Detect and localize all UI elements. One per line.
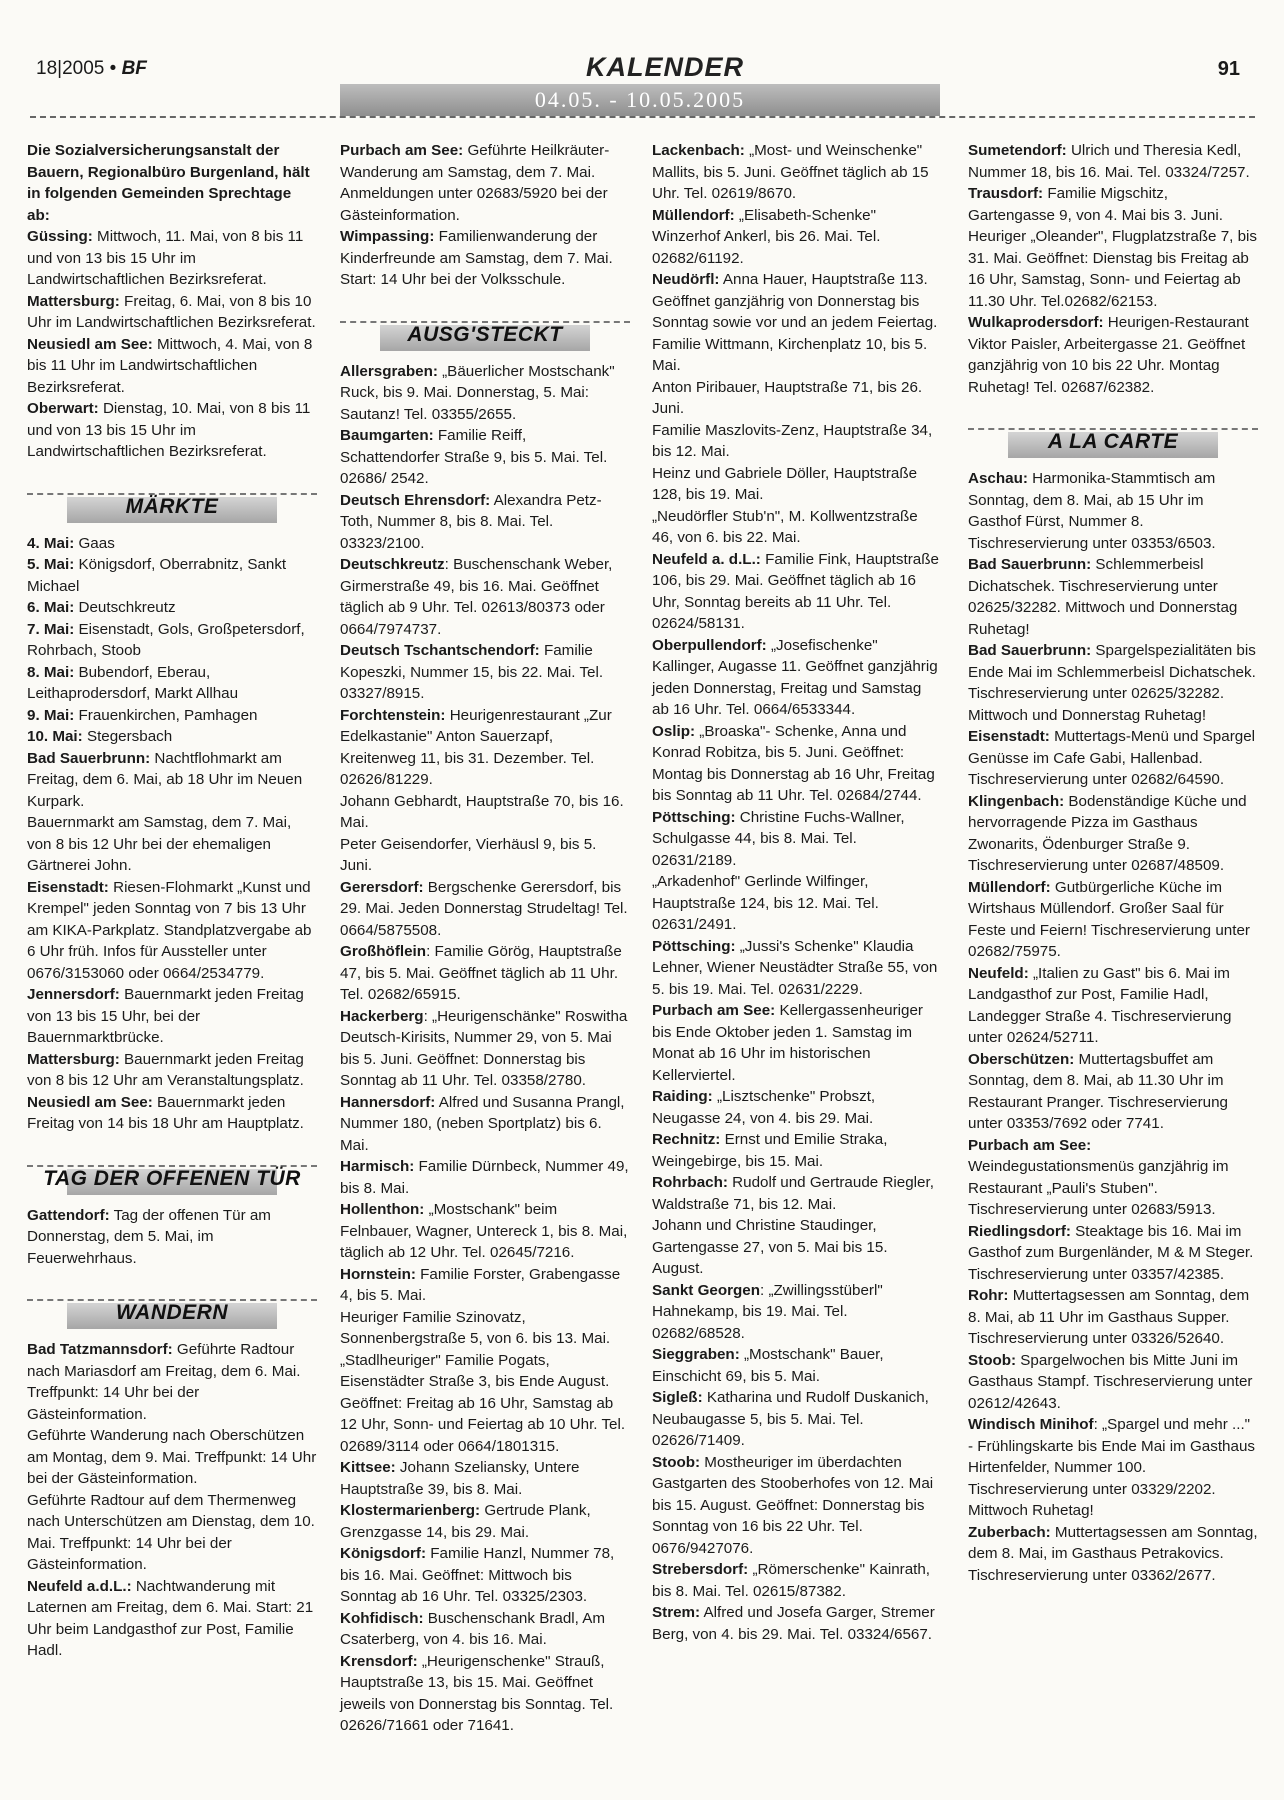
- listing-place: Neufeld:: [968, 964, 1029, 982]
- listing-text: : Familie Görög, Hauptstraße 47, bis 5. Mai. Geöffnet täglich ab 11 Uhr. Tel. 02682/65915.: [340, 943, 622, 1003]
- listing-entry: [652, 1602, 942, 1645]
- listing-entry: [968, 1522, 1258, 1587]
- listing-text: Freitag, 6. Mai, von 8 bis 10 Uhr im Landwirtschaftlichen Bezirksreferat.: [27, 292, 316, 331]
- listing-text: Bauernmarkt jeden Freitag von 14 bis 18 Uhr am Hauptplatz.: [27, 1093, 304, 1132]
- listing-text: Johann Gebhardt, Hauptstraße 70, bis 16. Mai.: [340, 792, 624, 831]
- listing-place: Lackenbach:: [652, 142, 745, 159]
- listing-place: Neudörfl:: [652, 271, 720, 288]
- listing-entry: [652, 420, 942, 463]
- listing-entry: [340, 1651, 630, 1737]
- listing-entry: [968, 312, 1258, 398]
- listing-text: Deutschkreutz: [74, 599, 176, 616]
- listing-entry: [27, 748, 317, 813]
- listing-place: Forchtenstein:: [340, 706, 446, 724]
- listing-entry: [340, 877, 630, 942]
- listing-place: Hollenthon:: [340, 1201, 425, 1218]
- listing-place: Güssing:: [27, 228, 93, 245]
- listing-text: Gutbürgerliche Küche im Wirtshaus Müllendorf. Großer Saal für Feste und Feiern! Tischreservierung unter 02682/75975.: [968, 878, 1250, 960]
- listing-place: 7. Mai:: [27, 620, 75, 638]
- section-maerkte: [27, 489, 317, 519]
- listing-entry: [968, 1285, 1258, 1350]
- listing-entry: [968, 468, 1258, 554]
- listing-text: Mostheuriger im überdachten Gastgarten des Stooberhofes von 12. Mai bis 15. August. Geöffnet: Donnerstag bis Sonntag von 16 bis 22 Uhr. Tel. 0676/9427076.: [652, 1453, 934, 1557]
- listing-place: Hornstein:: [340, 1265, 416, 1283]
- listing-text: Johann und Christine Staudinger, Gartengasse 27, von 5. Mai bis 15. August.: [652, 1217, 888, 1277]
- listing-text: : Buschenschank Weber, Girmerstraße 49, bis 16. Mai. Geöffnet täglich ab 9 Uhr. Tel. 02613/80373 oder 0664/7974737.: [340, 556, 613, 638]
- section-title: TAG DER OFFENEN TÜR: [43, 1166, 301, 1190]
- listing-entry: [968, 963, 1258, 1049]
- listing-place: Stoob:: [652, 1453, 701, 1471]
- listing-entry: [340, 1264, 630, 1307]
- listing-entry: [968, 640, 1258, 726]
- listing-entry: [652, 871, 942, 936]
- listing-entry: [968, 726, 1258, 791]
- maerkte-list: [27, 533, 317, 1135]
- wandern-list: [27, 1339, 317, 1662]
- listing-text: Spargelspezialitäten bis Ende Mai im Schlemmerbeisl Dichatschek. Tischreservierung unter 02625/32282. Mittwoch und Donnerstag Ruhetag!: [968, 642, 1256, 724]
- section-ausgsteckt: [340, 317, 630, 347]
- listing-text: Spargelwochen bis Mitte Juni im Gasthaus Stampf. Tischreservierung unter 02612/42643.: [968, 1351, 1253, 1412]
- listing-place: Oslip:: [652, 722, 696, 740]
- listing-text: Bauernmarkt jeden Freitag von 8 bis 12 Uhr am Veranstaltungsplatz.: [27, 1050, 304, 1089]
- listing-place: Eisenstadt:: [968, 728, 1050, 745]
- listing-entry: [652, 1172, 942, 1215]
- ausgsteckt-list-end: [968, 140, 1258, 398]
- listing-entry: [652, 1280, 942, 1345]
- listing-place: 10. Mai:: [27, 728, 83, 745]
- listing-place: 4. Mai:: [27, 534, 75, 552]
- listing-text: Christine Fuchs-Wallner, Schulgasse 44, bis 8. Mai. Tel. 02631/2189.: [652, 808, 905, 869]
- listing-entry: [27, 334, 317, 399]
- listing-place: Raiding:: [652, 1088, 713, 1105]
- listing-entry: [27, 533, 317, 555]
- listing-entry: [652, 936, 942, 1001]
- listing-entry: [652, 549, 942, 635]
- listing-place: Oberpullendorf:: [652, 636, 767, 654]
- listing-entry: [340, 226, 630, 291]
- listing-text: „Mostschank" beim Felnbauer, Wagner, Untereck 1, bis 8. Mai, täglich ab 12 Uhr. Tel. 02645/7216.: [340, 1201, 628, 1261]
- listing-place: Jennersdorf:: [27, 986, 120, 1003]
- listing-text: Nachtwanderung mit Laternen am Freitag, dem 6. Mai. Start: 21 Uhr beim Landgasthof zur Post, Familie Hadl.: [27, 1577, 314, 1659]
- listing-entry: [652, 635, 942, 721]
- listing-place: Bad Sauerbrunn:: [27, 749, 151, 767]
- listing-entry: [340, 1092, 630, 1157]
- listing-entry: [340, 140, 630, 226]
- listing-place: Sigleß:: [652, 1389, 703, 1406]
- listing-text: Tag der offenen Tür am Donnerstag, dem 5. Mai, im Feuerwehrhaus.: [27, 1206, 271, 1267]
- listing-text: Anna Hauer, Hauptstraße 113. Geöffnet ganzjährig von Donnerstag bis Sonntag sowie vor und an jedem Feiertag.: [652, 271, 938, 331]
- listing-text: Eisenstadt, Gols, Großpetersdorf, Rohrbach, Stoob: [27, 620, 305, 659]
- listing-place: Müllendorf:: [968, 878, 1051, 896]
- listing-place: Neusiedl am See:: [27, 1093, 153, 1111]
- listing-place: Kohfidisch:: [340, 1609, 424, 1627]
- sva-intro: Die Sozialversicherungsanstalt der Bauern, Regionalbüro Burgenland, hält in folgenden Gemeinden Sprechtage ab:: [27, 142, 310, 224]
- listing-text: Geführte Wanderung nach Oberschützen am Montag, dem 9. Mai. Treffpunkt: 14 Uhr bei der Gästeinformation.: [27, 1427, 317, 1487]
- listing-place: Hackerberg: [340, 1007, 424, 1025]
- listing-text: Schlemmerbeisl Dichatschek. Tischreservierung unter 02625/32282. Mittwoch und Donnerstag Ruhetag!: [968, 556, 1238, 638]
- listing-place: Gerersdorf:: [340, 878, 424, 896]
- column-3: [652, 140, 942, 1645]
- section-title: AUSG'STECKT: [407, 322, 563, 346]
- listing-entry: [652, 1344, 942, 1387]
- wandern-list-cont: [340, 140, 630, 291]
- listing-place: 5. Mai:: [27, 556, 75, 573]
- listing-place: Wulkaprodersdorf:: [968, 314, 1104, 331]
- listing-text: Bodenständige Küche und hervorragende Pizza im Gasthaus Zwonarits, Ödenburger Straße 9. Tischreservierung unter 02687/48509.: [968, 792, 1247, 874]
- date-range: 04.05. - 10.05.2005: [340, 84, 940, 116]
- header-divider: [30, 116, 1255, 118]
- listing-place: Neufeld a.d.L.:: [27, 1577, 132, 1595]
- listing-entry: [340, 554, 630, 640]
- listing-entry: [968, 791, 1258, 877]
- listing-entry: [968, 1414, 1258, 1522]
- listing-place: Trausdorf:: [968, 185, 1044, 202]
- listing-text: Muttertagsessen am Sonntag, dem 8. Mai, im Gasthaus Petrakovics. Tischreservierung unter 03362/2677.: [968, 1523, 1258, 1584]
- listing-text: Familie Dürnbeck, Nummer 49, bis 8. Mai.: [340, 1158, 629, 1197]
- listing-text: Alfred und Susanna Prangl, Nummer 180, (neben Sportplatz) bis 6. Mai.: [340, 1093, 625, 1154]
- page-header: [30, 52, 1260, 82]
- listing-place: 9. Mai:: [27, 706, 75, 724]
- section-a-la-carte: [968, 424, 1258, 454]
- listing-entry: [340, 1350, 630, 1458]
- listing-text: Geführte Heilkräuter- Wanderung am Samstag, dem 7. Mai. Anmeldungen unter 02683/5920 bei der Gästeinformation.: [340, 142, 610, 224]
- listing-entry: [27, 1576, 317, 1662]
- listing-place: Gattendorf:: [27, 1206, 110, 1224]
- listing-text: Harmonika-Stammtisch am Sonntag, dem 8. Mai, ab 15 Uhr im Gasthof Fürst, Nummer 8. Tischreservierung unter 03353/6503.: [968, 470, 1216, 552]
- listing-text: Alfred und Josefa Garger, Stremer Berg, von 4. bis 29. Mai. Tel. 03324/6567.: [652, 1604, 935, 1643]
- listing-entry: [27, 705, 317, 727]
- listing-text: Familie Fink, Hauptstraße 106, bis 29. Mai. Geöffnet täglich ab 16 Uhr, Sonntag bereits ab 11 Uhr. Tel. 02624/58131.: [652, 550, 939, 632]
- listing-place: Mattersburg:: [27, 292, 120, 310]
- listing-text: „Bäuerlicher Mostschank" Ruck, bis 9. Mai. Donnerstag, 5. Mai: Sautanz! Tel. 03355/2655.: [340, 362, 615, 423]
- listing-text: Heurigen-Restaurant Viktor Paisler, Arbeitergasse 21. Geöffnet ganzjährig von 10 bis 22 Uhr. Montag Ruhetag! Tel. 02687/62382.: [968, 314, 1249, 396]
- column-1: [27, 140, 317, 1662]
- listing-text: Ernst und Emilie Straka, Weingebirge, bis 15. Mai.: [652, 1131, 888, 1170]
- listing-place: Bad Sauerbrunn:: [968, 556, 1092, 573]
- listing-place: Purbach am See:: [968, 1136, 1092, 1154]
- listing-place: Kittsee:: [340, 1459, 396, 1476]
- listing-text: Geführte Radtour auf dem Thermenweg nach Unterschützen am Dienstag, dem 10. Mai. Treffpunkt: 14 Uhr bei der Gästeinformation.: [27, 1491, 315, 1573]
- listing-entry: [652, 1387, 942, 1452]
- tag-list: [27, 1205, 317, 1270]
- listing-place: Mattersburg:: [27, 1050, 120, 1068]
- section-wandern: [27, 1295, 317, 1325]
- listing-entry: [340, 1307, 630, 1350]
- listing-text: Mittwoch, 11. Mai, von 8 bis 11 und von 13 bis 15 Uhr im Landwirtschaftlichen Bezirksreferat.: [27, 228, 304, 288]
- listing-entry: [968, 1049, 1258, 1135]
- listing-place: Aschau:: [968, 470, 1028, 487]
- listing-text: Heuriger Familie Szinovatz, Sonnenbergstraße 5, von 6. bis 13. Mai.: [340, 1308, 611, 1347]
- listing-place: Bad Sauerbrunn:: [968, 642, 1092, 659]
- listing-entry: [27, 226, 317, 291]
- listing-entry: [27, 1425, 317, 1490]
- listing-text: Familie Reiff, Schattendorfer Straße 9, bis 5. Mai. Tel. 02686/ 2542.: [340, 427, 608, 487]
- listing-text: Katharina und Rudolf Duskanich, Neubaugasse 5, bis 5. Mai. Tel. 02626/71409.: [652, 1389, 929, 1449]
- listing-entry: [27, 1490, 317, 1576]
- listing-entry: [340, 1156, 630, 1199]
- brand-name: BF: [121, 58, 147, 79]
- listing-entry: [340, 361, 630, 426]
- listing-text: „Arkadenhof" Gerlinde Wilfinger, Hauptstraße 124, bis 12. Mai. Tel. 02631/2491.: [652, 873, 879, 933]
- listing-place: Pöttsching:: [652, 937, 736, 955]
- section-title: MÄRKTE: [125, 494, 219, 518]
- listing-place: Deutsch Ehrensdorf:: [340, 491, 491, 509]
- column-2: [340, 140, 630, 1737]
- listing-text: Heinz und Gabriele Döller, Hauptstraße 128, bis 19. Mai.: [652, 464, 918, 503]
- listing-place: Windisch Minihof: [968, 1416, 1094, 1433]
- listing-text: Bauernmarkt jeden Freitag von 13 bis 15 Uhr, bei der Bauernmarktbrücke.: [27, 986, 304, 1046]
- listing-text: Weindegustationsmenüs ganzjährig im Restaurant „Pauli's Stuben". Tischreservierung unter 02683/5913.: [968, 1158, 1229, 1218]
- section-tag-der-offenen-tuer: [27, 1161, 317, 1191]
- listing-text: Alexandra Petz-Toth, Nummer 8, bis 8. Mai. Tel. 03323/2100.: [340, 491, 602, 552]
- listing-text: Bergschenke Gerersdorf, bis 29. Mai. Jeden Donnerstag Strudeltag! Tel. 0664/5875508.: [340, 878, 628, 939]
- column-4: [968, 140, 1258, 1586]
- listing-entry: [652, 205, 942, 270]
- issue-number: 18|2005 •: [36, 58, 117, 79]
- listing-place: Sieggraben:: [652, 1346, 740, 1363]
- listing-place: Allersgraben:: [340, 362, 438, 380]
- listing-text: Familie Wittmann, Kirchenplatz 10, bis 5. Mai.: [652, 335, 928, 374]
- listing-entry: [968, 877, 1258, 963]
- section-title: WANDERN: [116, 1301, 228, 1324]
- listing-entry: [652, 140, 942, 205]
- listing-entry: [968, 1350, 1258, 1415]
- listing-entry: [340, 705, 630, 791]
- listing-entry: [340, 1006, 630, 1092]
- listing-text: Familie Maszlovits-Zenz, Hauptstraße 34, bis 12. Mai.: [652, 421, 933, 460]
- listing-place: Sumetendorf:: [968, 142, 1067, 159]
- listing-text: „Stadlheuriger" Familie Pogats, Eisenstädter Straße 3, bis Ende August. Geöffnet: Freitag ab 16 Uhr, Samstag ab 12 Uhr, Sonn- und Feiertag ab 10 Uhr. Tel. 02689/3114 oder 0664/1801315.: [340, 1351, 626, 1455]
- listing-text: Bauernmarkt am Samstag, dem 7. Mai, von 8 bis 12 Uhr bei der ehemaligen Gärtnerei John.: [27, 814, 292, 874]
- ausgsteckt-list-cont: [652, 140, 942, 1645]
- listing-place: Rohrbach:: [652, 1174, 728, 1191]
- listing-text: Muttertagsessen am Sonntag, dem 8. Mai, ab 11 Uhr im Gasthaus Supper. Tischreservierung unter 03326/52640.: [968, 1287, 1250, 1347]
- listing-entry: [27, 597, 317, 619]
- listing-place: Stoob:: [968, 1351, 1017, 1369]
- listing-place: Müllendorf:: [652, 206, 735, 224]
- listing-entry: [340, 1608, 630, 1651]
- listing-text: Gertrude Plank, Grenzgasse 14, bis 29. Mai.: [340, 1502, 591, 1541]
- listing-text: : „Zwillingsstüberl" Hahnekamp, bis 19. Mai. Tel. 02682/68528.: [652, 1281, 883, 1342]
- listing-text: Johann Szeliansky, Untere Hauptstraße 39, bis 8. Mai.: [340, 1459, 580, 1498]
- listing-place: Königsdorf:: [340, 1545, 427, 1562]
- listing-text: „Italien zu Gast" bis 6. Mai im Landgasthof zur Post, Familie Hadl, Landegger Straße 4. Tischreservierung unter 02624/52711.: [968, 964, 1232, 1046]
- listing-place: 6. Mai:: [27, 599, 75, 616]
- listing-entry: [652, 269, 942, 334]
- listing-entry: [968, 1135, 1258, 1221]
- listing-text: : „Heurigenschänke" Roswitha Deutsch-Kirisits, Nummer 29, von 5. Mai bis 5. Juni. Geöffnet: Donnerstag bis Sonntag ab 11 Uhr. Tel. 03358/2780.: [340, 1007, 628, 1089]
- listing-entry: [652, 1559, 942, 1602]
- listing-text: „Jussi's Schenke" Klaudia Lehner, Wiener Neustädter Straße 55, von 5. bis 19. Mai. Tel. 02631/2229.: [652, 937, 938, 998]
- listing-text: Peter Geisendorfer, Vierhäusl 9, bis 5. Juni.: [340, 835, 597, 874]
- listing-text: Geführte Radtour nach Mariasdorf am Freitag, dem 6. Mai. Treffpunkt: 14 Uhr bei der Gästeinformation.: [27, 1341, 301, 1423]
- section-title: A LA CARTE: [1047, 430, 1179, 453]
- listing-place: Riedlingsdorf:: [968, 1222, 1071, 1240]
- listing-place: Deutsch Tschantschendorf:: [340, 642, 540, 659]
- listing-text: Rudolf und Gertraude Riegler, Waldstraße 71, bis 12. Mai.: [652, 1174, 934, 1213]
- listing-text: Steaktage bis 16. Mai im Gasthof zum Burgenländer, M & M Steger. Tischreservierung unter 03357/42385.: [968, 1222, 1254, 1283]
- listing-entry: [652, 1000, 942, 1086]
- listing-entry: [652, 1215, 942, 1280]
- listing-text: Familie Hanzl, Nummer 78, bis 16. Mai. Geöffnet: Mittwoch bis Sonntag ab 16 Uhr. Tel. 03325/2303.: [340, 1545, 615, 1605]
- listing-text: „Lisztschenke" Probszt, Neugasse 24, von 4. bis 29. Mai.: [652, 1088, 876, 1127]
- listing-place: Purbach am See:: [340, 142, 464, 159]
- listing-text: Riesen-Flohmarkt „Kunst und Krempel" jeden Sonntag von 7 bis 13 Uhr am KIKA-Parkplatz. Standplatzvergabe ab 6 Uhr früh. Infos für Aussteller unter 0676/3153060 oder 0664/2534779.: [27, 878, 312, 982]
- listing-text: „Römerschenke" Kainrath, bis 8. Mai. Tel. 02615/87382.: [652, 1561, 931, 1600]
- listing-text: Muttertags-Menü und Spargel Genüsse im Cafe Gabi, Hallenbad. Tischreservierung unter 02682/64590.: [968, 728, 1256, 788]
- listing-entry: [340, 640, 630, 705]
- listing-text: Mittwoch, 4. Mai, von 8 bis 11 Uhr im Landwirtschaftlichen Bezirksreferat.: [27, 335, 313, 396]
- listing-entry: [340, 490, 630, 555]
- listing-entry: [652, 506, 942, 549]
- listing-text: Stegersbach: [82, 728, 173, 745]
- listing-place: Strebersdorf:: [652, 1561, 749, 1578]
- listing-entry: [340, 941, 630, 1006]
- listing-place: Zuberbach:: [968, 1523, 1051, 1541]
- ausgsteckt-list: [340, 361, 630, 1737]
- listing-text: „Neudörfler Stub'n", M. Kollwentzstraße 46, von 6. bis 22. Mai.: [652, 507, 918, 546]
- listing-entry: [652, 807, 942, 872]
- listing-entry: [652, 334, 942, 377]
- listing-entry: [652, 377, 942, 420]
- listing-place: Hannersdorf:: [340, 1093, 436, 1111]
- listing-text: Anton Piribauer, Hauptstraße 71, bis 26. Juni.: [652, 378, 923, 417]
- page-number: 91: [1217, 58, 1240, 80]
- listing-text: Nachtflohmarkt am Freitag, dem 6. Mai, ab 18 Uhr im Neuen Kurpark.: [27, 749, 303, 810]
- listing-place: Oberwart:: [27, 400, 99, 417]
- listing-entry: [27, 1092, 317, 1135]
- listing-text: Ulrich und Theresia Kedl, Nummer 18, bis 16. Mai. Tel. 03324/7257.: [968, 142, 1250, 181]
- listing-text: Gaas: [74, 534, 115, 552]
- listing-text: Familie Kopeszki, Nummer 15, bis 22. Mai. Tel. 03327/8915.: [340, 642, 604, 702]
- listing-entry: [968, 183, 1258, 226]
- listing-place: Purbach am See:: [652, 1002, 776, 1019]
- listing-place: 8. Mai:: [27, 663, 75, 681]
- listing-entry: [27, 398, 317, 463]
- listing-place: Strem:: [652, 1604, 701, 1621]
- a-la-carte-list: [968, 468, 1258, 1586]
- listing-place: Neusiedl am See:: [27, 335, 153, 353]
- listing-text: Dienstag, 10. Mai, von 8 bis 11 und von 13 bis 15 Uhr im Landwirtschaftlichen Bezirksreferat.: [27, 400, 311, 460]
- listing-entry: [652, 721, 942, 807]
- listing-place: Klingenbach:: [968, 792, 1065, 810]
- listing-entry: [27, 984, 317, 1049]
- listing-place: Bad Tatzmannsdorf:: [27, 1341, 173, 1358]
- listing-place: Oberschützen:: [968, 1050, 1075, 1068]
- listing-entry: [340, 1457, 630, 1500]
- listing-text: Muttertagsbuffet am Sonntag, dem 8. Mai, ab 11.30 Uhr im Restaurant Pranger. Tischreservierung unter 03353/7692 oder 7741.: [968, 1050, 1229, 1132]
- listing-entry: [968, 1221, 1258, 1286]
- listing-entry: [27, 554, 317, 597]
- listing-text: Heuriger „Oleander", Flugplatzstraße 7, bis 31. Mai. Geöffnet: Dienstag bis Freitag ab 16 Uhr, Samstag, Sonn- und Feiertag ab 11.30 Uhr. Tel.02682/62153.: [968, 228, 1258, 310]
- listing-place: Eisenstadt:: [27, 878, 109, 896]
- listing-entry: [968, 554, 1258, 640]
- listing-entry: [340, 1543, 630, 1608]
- listing-entry: [27, 1049, 317, 1092]
- listing-entry: [27, 291, 317, 334]
- listing-entry: [652, 463, 942, 506]
- listing-text: „Most- und Weinschenke" Mallits, bis 5. Juni. Geöffnet täglich ab 15 Uhr. Tel. 02619/8670.: [652, 142, 929, 202]
- listing-entry: [27, 812, 317, 877]
- listing-text: Kellergassenheuriger bis Ende Oktober jeden 1. Samstag im Monat ab 16 Uhr im historischen Kellerviertel.: [652, 1002, 923, 1084]
- listing-entry: [27, 877, 317, 985]
- listing-place: Deutschkreutz: [340, 556, 445, 573]
- listing-place: Wimpassing:: [340, 228, 435, 245]
- listing-entry: [340, 791, 630, 834]
- listing-entry: [652, 1086, 942, 1129]
- listing-place: Großhöflein: [340, 943, 427, 960]
- listing-entry: [340, 1500, 630, 1543]
- listing-place: Krensdorf:: [340, 1652, 418, 1670]
- listing-place: Pöttsching:: [652, 808, 736, 826]
- issue-info: [36, 58, 147, 80]
- listing-text: Königsdorf, Oberrabnitz, Sankt Michael: [27, 556, 287, 595]
- listing-entry: [968, 140, 1258, 183]
- listing-text: Heurigenrestaurant „Zur Edelkastanie" Anton Sauerzapf, Kreitenweg 11, bis 31. Dezember. Tel. 02626/81229.: [340, 706, 612, 788]
- listing-text: Bubendorf, Eberau, Leithaprodersdorf, Markt Allhau: [27, 663, 239, 702]
- listing-text: „Josefischenke" Kallinger, Augasse 11. Geöffnet ganzjährig jeden Donnerstag, Freitag und Samstag ab 16 Uhr. Tel. 0664/6533344.: [652, 636, 938, 718]
- listing-entry: [652, 1129, 942, 1172]
- listing-text: „Elisabeth-Schenke" Winzerhof Ankerl, bis 26. Mai. Tel. 02682/61192.: [652, 206, 881, 267]
- listing-text: „Mostschank" Bauer, Einschicht 69, bis 5. Mai.: [652, 1346, 884, 1385]
- listing-text: Familie Forster, Grabengasse 4, bis 5. Mai.: [340, 1265, 621, 1304]
- listing-entry: [340, 425, 630, 490]
- listing-entry: [340, 834, 630, 877]
- listing-text: „Broaska"- Schenke, Anna und Konrad Robitza, bis 5. Juni. Geöffnet: Montag bis Donnerstag ab 16 Uhr, Freitag bis Sonntag ab 11 Uhr. Tel. 02684/2744.: [652, 722, 935, 804]
- listing-entry: [652, 1452, 942, 1560]
- listing-entry: [27, 662, 317, 705]
- listing-place: Harmisch:: [340, 1158, 415, 1175]
- listing-text: „Heurigenschenke" Strauß, Hauptstraße 13, bis 15. Mai. Geöffnet jeweils von Donnerstag bis Sonntag. Tel. 02626/71661 oder 71641.: [340, 1652, 614, 1734]
- listing-place: Rohr:: [968, 1287, 1009, 1304]
- page-title: KALENDER: [585, 52, 744, 82]
- sva-list: [27, 226, 317, 463]
- listing-text: Familie Migschitz, Gartengasse 9, von 4. Mai bis 3. Juni.: [968, 185, 1223, 224]
- listing-entry: [968, 226, 1258, 312]
- listing-place: Sankt Georgen: [652, 1281, 761, 1299]
- listing-text: Familienwanderung der Kinderfreunde am Samstag, dem 7. Mai. Start: 14 Uhr bei der Volksschule.: [340, 228, 613, 288]
- listing-entry: [27, 1205, 317, 1270]
- listing-entry: [27, 726, 317, 748]
- listing-text: Frauenkirchen, Pamhagen: [74, 706, 258, 724]
- listing-text: : „Spargel und mehr ..." - Frühlingskarte bis Ende Mai im Gasthaus Hirtenfelder, Nummer 100. Tischreservierung unter 03329/2202. Mittwoch Ruhetag!: [968, 1416, 1255, 1519]
- listing-text: Buschenschank Bradl, Am Csaterberg, von 4. bis 16. Mai.: [340, 1609, 606, 1648]
- listing-entry: [27, 1339, 317, 1425]
- listing-entry: [340, 1199, 630, 1264]
- header-center: [360, 52, 970, 82]
- listing-place: Neufeld a. d.L.:: [652, 550, 761, 568]
- listing-place: Klostermarienberg:: [340, 1502, 481, 1519]
- listing-place: Rechnitz:: [652, 1131, 721, 1148]
- listing-place: Baumgarten:: [340, 427, 434, 444]
- listing-entry: [27, 619, 317, 662]
